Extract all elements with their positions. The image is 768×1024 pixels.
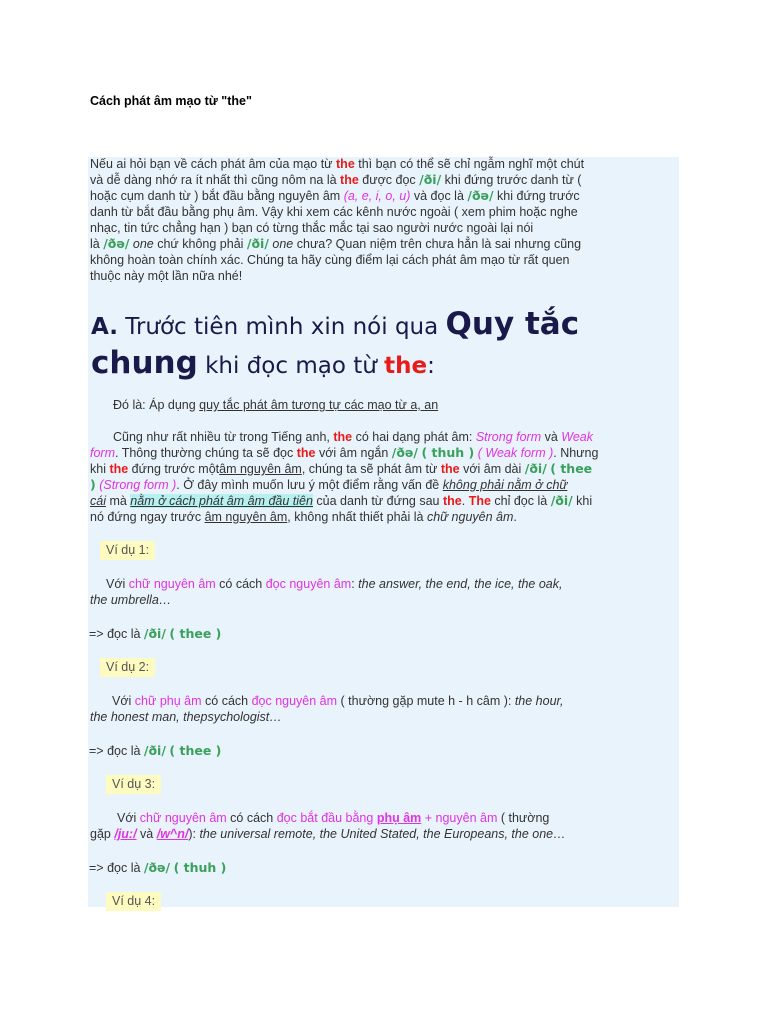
intro-line: thuộc này một lần nữa nhé! [90,269,243,283]
body-paragraph [90,429,680,525]
example-2-result: => đọc là /ði/ ( thee ) [89,743,222,758]
example-2-label: Ví dụ 2: [100,658,155,677]
body-line: Cũng như rất nhiều từ trong Tiếng anh, the có hai dạng phát âm: Strong form và Weak [113,430,594,444]
page-title: Cách phát âm mạo từ "the" [90,94,252,108]
body-line: khi the đứng trước mộtâm nguyên âm, chúng ta sẽ phát âm từ the với âm dài /ði/ ( thee [90,461,593,476]
intro-line: và dễ dàng nhớ ra ít nhất thì cũng nôm na là the được đọc /ði/ khi đứng trước danh từ ( [90,172,582,187]
intro-line: nhạc, tin tức chẳng hạn ) bạn có từng thắc mắc tại sao người nước ngoài lại nói [90,221,534,235]
example-4-label: Ví dụ 4: [106,892,161,911]
section-heading [91,306,681,384]
example-1-label: Ví dụ 1: [100,541,155,560]
example-1-text: Với chữ nguyên âm có cách đọc nguyên âm: the answer, the end, the ice, the oak, the umbrella… [90,577,563,607]
heading-line-1: A. Trước tiên mình xin nói qua Quy tắc [91,306,580,342]
rule-link[interactable]: quy tắc phát âm tương tự các mạo từ a, an [199,398,439,412]
intro-line: là /ðə/ one chứ không phải /ði/ one chưa? Quan niệm trên chưa hẳn là sai nhưng cũng [90,236,582,251]
intro-line: hoặc cụm danh từ ) bắt đầu bằng nguyên âm (a, e, i, o, u) và đọc là /ðə/ khi đứng trước [90,188,580,203]
heading-line-2: chung khi đọc mạo từ the: [91,345,435,381]
rule-line: Đó là: Áp dụng quy tắc phát âm tương tự các mạo từ a, an [113,398,439,412]
example-3-label: Ví dụ 3: [106,775,161,794]
body-line: ) (Strong form ). Ở đây mình muốn lưu ý một điểm rằng vấn đề không phải nằm ở chữ [90,477,568,492]
example-3-result: => đọc là /ðə/ ( thuh ) [89,860,227,875]
body-line: form. Thông thường chúng ta sẽ đọc the với âm ngắn /ðə/ ( thuh ) ( Weak form ). Nhưng [90,445,599,460]
intro-line: danh từ bắt đầu bằng phụ âm. Vậy khi xem các kênh nước ngoài ( xem phim hoặc nghe [90,205,578,219]
example-2-text: Với chữ phụ âm có cách đọc nguyên âm ( thường gặp mute h - h câm ): the hour, the honest man, thepsychologist… [90,694,564,724]
example-3-text: Với chữ nguyên âm có cách đọc bắt đầu bằng phụ âm + nguyên âm ( thường gặp /ju:/ và /w^n/): the universal remote, the United Stated, the Europeans, the one… [90,811,566,841]
body-line: nó đứng ngay trước âm nguyên âm, không nhất thiết phải là chữ nguyên âm. [90,510,517,524]
intro-line: Nếu ai hỏi bạn về cách phát âm của mạo từ the thì bạn có thể sẽ chỉ ngẫm nghĩ một chút [90,157,585,171]
intro-paragraph [90,156,680,284]
example-1-result: => đọc là /ði/ ( thee ) [89,626,222,641]
body-line: cái mà nằm ở cách phát âm âm đầu tiên của danh từ đứng sau the. The chỉ đọc là /ði/ khi [90,493,593,508]
intro-line: không hoàn toàn chính xác. Chúng ta hãy cùng điểm lại cách phát âm mạo từ rất quen [90,253,570,267]
